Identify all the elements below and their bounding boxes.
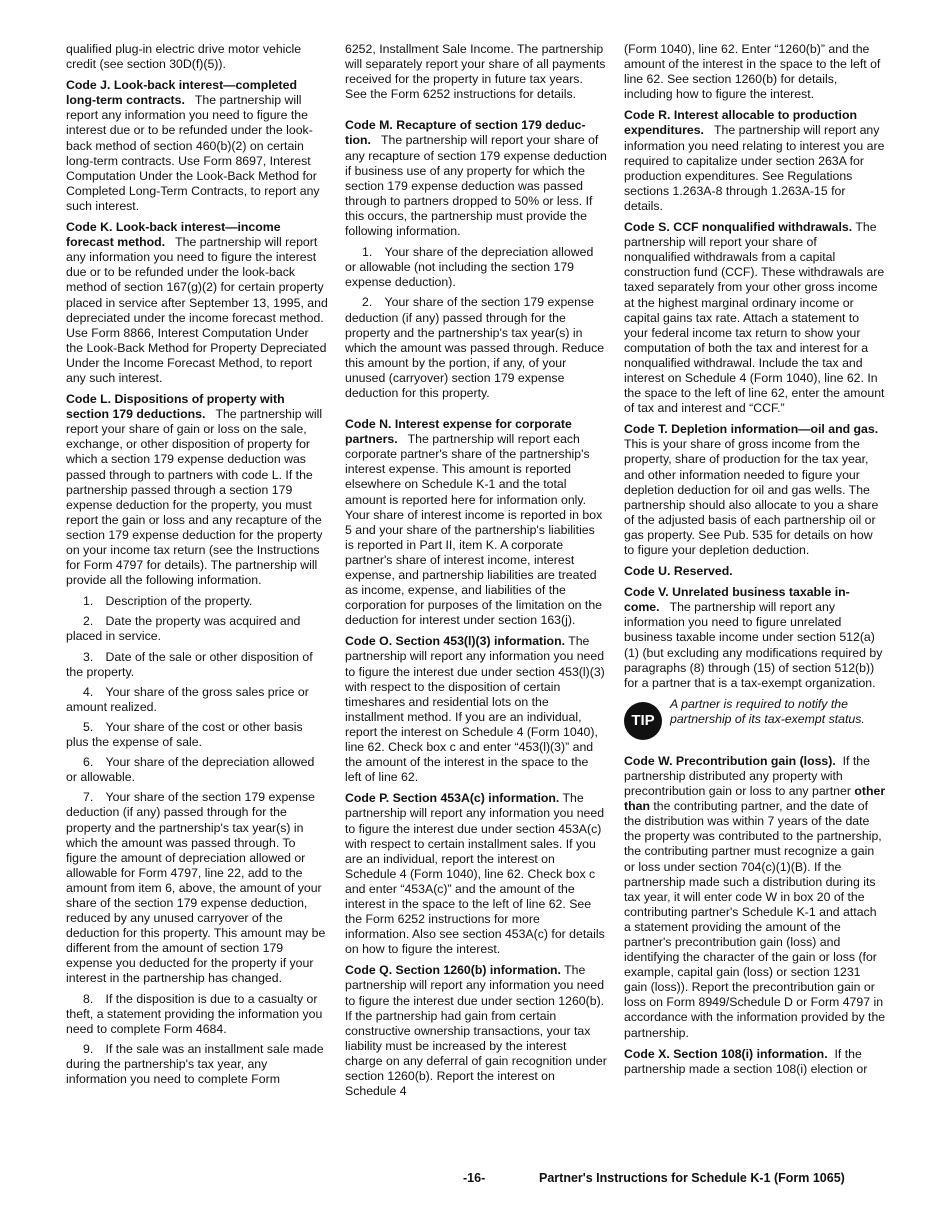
code-x-body: If the partnership made a section 108(i) election or — [624, 1046, 868, 1076]
code-n-section — [345, 417, 607, 628]
list-item: 8. If the disposition is due to a casualty or theft, a statement providing the information you need to complete Form 4684. — [66, 991, 323, 1036]
code-t-section — [624, 422, 886, 558]
code-r-body: The partnership will report any information you need relating to interest you are required to capitalize under section 263A for production expenditures. See Regulations sections 1.263A-8 through 1.263A-15 for details. — [624, 123, 885, 213]
tip-text: A partner is required to notify the partnership of its tax-exempt status. — [670, 696, 865, 726]
code-u-heading: Code U. Reserved. — [624, 564, 733, 579]
code-o-section — [345, 634, 607, 785]
list-item: 4. Your share of the gross sales price or amount realized. — [66, 684, 309, 714]
code-m-section — [345, 118, 607, 239]
list-item: 1. Your share of the depreciation allowed or allowable (not including the section 179 expense deduction). — [345, 245, 594, 290]
code-v-heading: Code V. Unrelated business taxable in-come. — [624, 585, 850, 615]
paragraph: (Form 1040), line 62. Enter “1260(b)” and the amount of the interest in the space to the left of line 62. See section 1260(b) for details, including how to figure the interest. — [624, 42, 881, 102]
list-item: 7. Your share of the section 179 expense deduction (if any) passed through for the property and the partnership's tax year(s) in which the amount was passed through. To figure the amount of depreciation allowed or allowable for Form 4797, line 22, add to the amount from item 6, above, the amount of your share of the section 179 expense deduction, reduced by any unused carryover of the deduction for this property. This amount may be different from the amount of section 179 expense you deducted for the property if your interest in the partnership has changed. — [66, 790, 326, 986]
code-w-heading: Code W. Precontribution gain (loss). — [624, 753, 836, 768]
code-j-section — [66, 78, 328, 214]
page-number: -16- — [463, 1171, 486, 1185]
code-t-body: This is your share of gross income from the property, share of production for the tax year, and other information needed to figure your depletion deduction for oil and gas wells. The partnership should also allocate to you a share of the adjusted basis of each partnership oil or gas property. See Pub. 535 for details on how to figure your depletion deduction. — [624, 437, 879, 557]
code-q-section — [345, 963, 607, 1099]
code-s-heading: Code S. CCF nonqualified withdrawals. — [624, 220, 853, 235]
code-x-section — [624, 1047, 886, 1077]
code-t-heading: Code T. Depletion information—oil and gas. — [624, 422, 879, 437]
list-item: 3. Date of the sale or other disposition of the property. — [66, 649, 313, 679]
code-r-heading: Code R. Interest allocable to production expenditures. — [624, 108, 857, 138]
code-v-body: The partnership will report any information you need to figure unrelated business taxable income under section 512(a)(1) (but excluding any modifications required by paragraphs (8) through (15) of section 512(b)) for a partner that is a tax-exempt organization. — [624, 600, 883, 690]
list-item: 2. Your share of the section 179 expense deduction (if any) passed through for the property and the partnership's tax year(s) in which the amount was passed through. Reduce this amount by the portion, if any, of your unused (carryover) section 179 expense deduction for this property. — [345, 295, 605, 400]
paragraph: 6252, Installment Sale Income. The partnership will separately report your share of all payments received for the property in future tax years. See the Form 6252 instructions for details. — [345, 42, 606, 102]
code-x-heading: Code X. Section 108(i) information. — [624, 1046, 828, 1061]
code-u-section — [624, 564, 886, 579]
code-q-body: The partnership will report any information you need to figure the interest due under section 1260(b). If the partnership had gain from certain constructive ownership transactions, your tax liability must be increased by the interest charge on any deferral of gain recognition under section 1260(b). Report the interest on Schedule 4 — [345, 963, 607, 1099]
code-q-heading: Code Q. Section 1260(b) information. — [345, 963, 561, 978]
column-3 — [624, 42, 886, 1083]
column-2 — [345, 42, 607, 1105]
code-w-body: If the partnership distributed any property with precontribution gain or loss to any partner — [624, 753, 870, 799]
tip-icon: TIP — [624, 702, 662, 740]
code-s-section — [624, 220, 886, 416]
tip-callout — [624, 697, 886, 740]
code-m-heading: Code M. Recapture of section 179 deduc-tion. — [345, 118, 586, 148]
paragraph: qualified plug-in electric drive motor vehicle credit (see section 30D(f)(5)). — [66, 42, 302, 72]
list-item: 1. Description of the property. — [83, 594, 253, 609]
code-w-body-cont: the contributing partner, and the date of the distribution was within 7 years of the date the property was contributed to the partnership, the contributing partner must recognize a gain or loss under section 704(c)(1)(B). If the partnership made such a distribution during its tax year, it will enter code W in box 20 of the contributing partner's Schedule K-1 and attach a statement providing the amount of the partner's precontribution gain (loss) and identifying the character of the gain or loss (for example, capital gain (loss) or section 1231 gain (loss)). Report the precontribution gain or loss on Form 8949/Schedule D or Form 4797 in accordance with the information provided by the partnership. — [624, 799, 886, 1040]
code-l-body: The partnership will report your share of gain or loss on the sale, exchange, or other disposition of property for which a section 179 expense deduction was passed through to partners with code L. If the partnership passed through a section 179 expense deduction for the property, you must report the gain or loss and any recapture of the section 179 expense deduction for the property on your income tax return (see the Instructions for Form 4797 for details). The partnership will provide all the following information. — [66, 407, 323, 588]
code-j-heading: Code J. Look-back interest—completed long-term contracts. — [66, 78, 297, 108]
code-m-body: The partnership will report your share of any recapture of section 179 expense deduction if business use of any property for which the section 179 expense deduction was passed through to partners dropped to 50% or less. If this occurs, the partnership must provide the following information. — [345, 133, 607, 239]
code-n-heading: Code N. Interest expense for corporate partners. — [345, 417, 572, 447]
code-p-section — [345, 791, 607, 957]
code-p-heading: Code P. Section 453A(c) information. — [345, 791, 560, 806]
code-k-heading: Code K. Look-back interest—income forecast method. — [66, 220, 281, 250]
code-l-section — [66, 392, 328, 588]
list-item: 6. Your share of the depreciation allowed or allowable. — [66, 755, 315, 785]
code-w-emphasis: other than — [624, 784, 886, 814]
code-k-body: The partnership will report any information you need to figure the interest due or to be refunded under the look-back method of section 167(g)(2) for certain property placed in service after September 13, 1995, and depreciated under the income forecast method. Use Form 8866, Interest Computation Under the Look-Back Method for Property Depreciated Under the Income Forecast Method, to report any such interest. — [66, 235, 328, 385]
code-w-section — [624, 754, 886, 1041]
code-o-heading: Code O. Section 453(l)(3) information. — [345, 634, 565, 649]
column-1 — [66, 42, 328, 1092]
list-item: 2. Date the property was acquired and placed in service. — [66, 614, 301, 644]
list-item: 9. If the sale was an installment sale made during the partnership's tax year, any information you need to complete Form — [66, 1041, 324, 1086]
code-p-body: The partnership will report any information you need to figure the interest due under section 453A(c) with respect to certain installment sales. If you are an individual, report the interest on Schedule 4 (Form 1040), line 62. Check box c and enter “453A(c)” and the amount of the interest in the space to the left of line 62. See the Form 6252 instructions for more information. Also see section 453A(c) for details on how to figure the interest. — [345, 791, 605, 957]
code-r-section — [624, 108, 886, 214]
code-v-section — [624, 585, 886, 691]
code-l-heading: Code L. Dispositions of property with section 179 deductions. — [66, 392, 285, 422]
code-j-body: The partnership will report any information you need to figure the interest due or to be refunded under the look-back method of section 460(b)(2) on certain long-term contracts. Use Form 8697, Interest Computation Under the Look-Back Method for Completed Long-Term Contracts, to report any such interest. — [66, 93, 320, 213]
footer-title: Partner's Instructions for Schedule K-1 (Form 1065) — [539, 1171, 845, 1185]
list-item: 5. Your share of the cost or other basis plus the expense of sale. — [66, 719, 303, 750]
code-k-section — [66, 220, 328, 386]
code-o-body: The partnership will report any information you need to figure the interest due under section 453(l)(3) with respect to the disposition of certain timeshares and residential lots on the installment method. If you are an individual, report the interest on Schedule 4 (Form 1040), line 62. Check box c and enter “453(l)(3)” and the amount of the interest in the space to the left of line 62. — [345, 634, 605, 785]
code-n-body: The partnership will report each corporate partner's share of the partnership's interest expense. This amount is reported elsewhere on Schedule K-1 and the total amount is reported here for information only. Your share of interest income is reported in box 5 and your share of the partnership's liabilities is reported in Part II, item K. A corporate partner's share of interest income, interest expense, and partnership liabilities are treated as income, expense, and liabilities of the corporation for purposes of the limitation on the deduction for interest under section 163(j). — [345, 432, 603, 628]
code-s-body: The partnership will report your share of nonqualified withdrawals from a capital construction fund (CCF). These withdrawals are taxed separately from your other gross income at the highest marginal ordinary income or capital gains tax rate. Attach a statement to your federal income tax return to show your computation of both the tax and interest for a nonqualified withdrawal. Include the tax and interest on Schedule 4 (Form 1040), line 62. In the space to the left of line 62, enter the amount of tax and interest and “CCF.” — [624, 220, 885, 416]
